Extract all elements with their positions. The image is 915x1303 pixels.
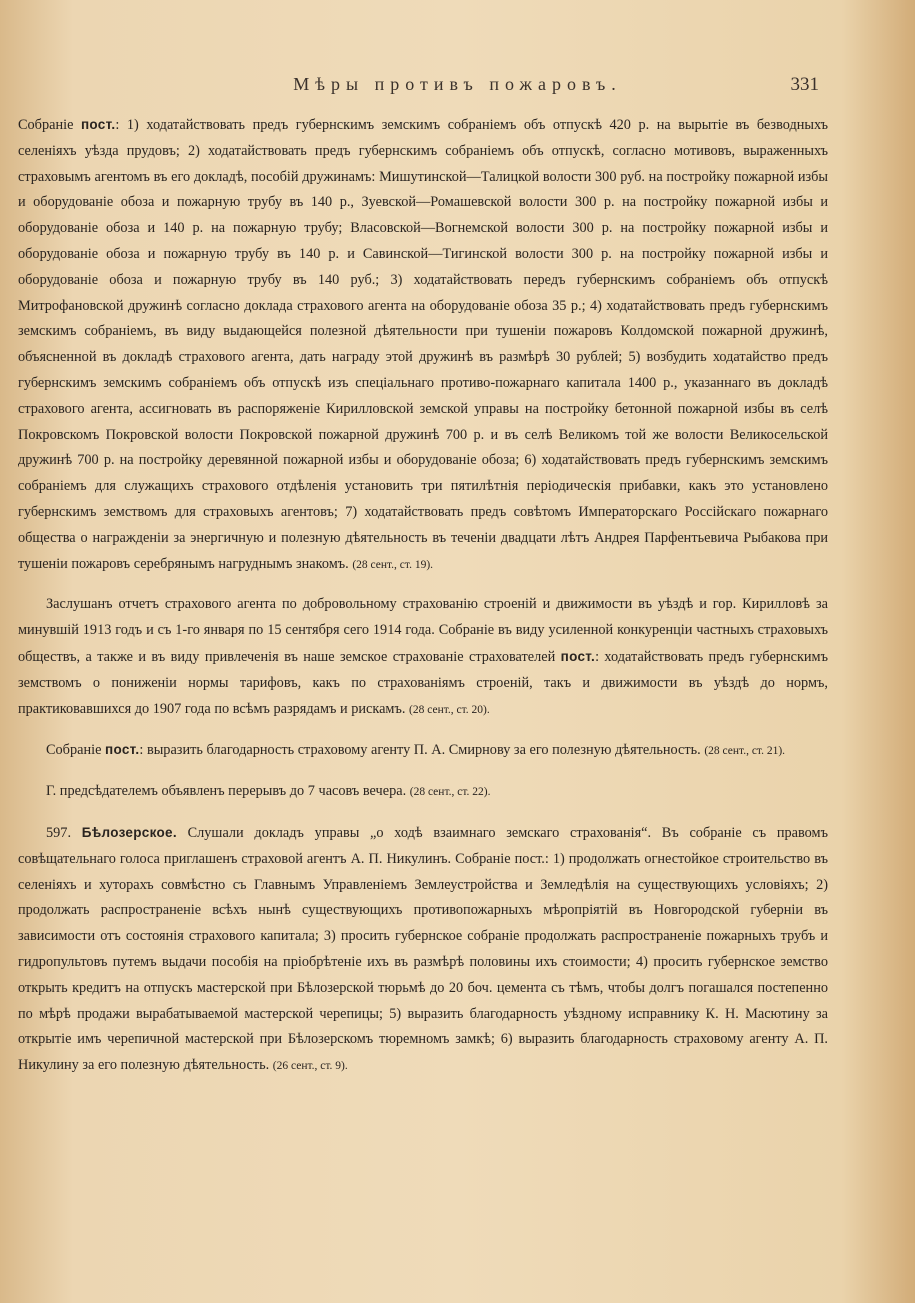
page-body [18,112,828,1080]
citation-ref: (28 сент., ст. 20). [409,703,490,716]
page-number: 331 [790,74,819,95]
paragraph-agent-report [18,592,828,723]
resolution-keyword: пост. [105,742,140,758]
paragraph-gratitude [18,737,828,765]
paragraph-lead: Собраніе [46,742,105,759]
paragraph-text: Г. предсѣдателемъ объявленъ перерывъ до 7 часовъ вечера. [46,783,407,800]
paragraph-recess [18,779,828,806]
running-title: Мѣры противъ пожаровъ. [293,74,622,94]
citation-ref: (28 сент., ст. 21). [704,745,786,758]
citation-ref: (28 сент., ст. 22). [409,786,491,799]
page-header [0,70,915,102]
paragraph-text: : 1) ходатайствовать предъ губернскимъ земскимъ собраніемъ объ отпускѣ 420 р. на вырытіе въ безводныхъ селеніяхъ уѣзда прудовъ; 2) ходатайствовать предъ губернскимъ собраніемъ объ отпускѣ, согласно мотивовъ, выраженныхъ страховымъ агентомъ въ его докладѣ, пособій дружинамъ: Мишутинской—Талицкой волости 300 руб. на постройку пожарной избы и оборудованіе обоза и пожарную трубу въ 140 р., Зуевской—Ромашевской волости 300 р. на постройку пожарной избы и оборудованіе обоза и 140 р. на пожарную трубу; Власовской—Вогнемской волости 300 р. на постройку пожарной избы и оборудованіе обоза и пожарную трубу въ 140 р. и Савинской—Тигинской волости 300 р. на постройку пожарной избы и оборудованіе обоза и пожарную трубу въ 140 руб.; 3) ходатайствовать передъ губернскимъ собраніемъ объ отпускѣ Митрофановской дружинѣ согласно доклада страхового агента на оборудованіе обоза 35 р.; 4) ходатайствовать предъ губернскимъ земскимъ собраніемъ, въ виду выдающейся полезной дѣятельности при тушеніи пожаровъ Колдомской пожарной дружинѣ, объясненной въ докладѣ страхового агента, дать награду этой дружинѣ въ размѣрѣ 30 рублей; 5) возбудить ходатайство предъ губернскимъ земскимъ собраніемъ объ отпускѣ изъ спеціальнаго противо-пожарнаго капитала 1400 р., указаннаго въ докладѣ страхового агента, ассигновать въ распоряженіе Кирилловской земской управы на постройку бетонной пожарной избы въ селѣ Покровскомъ Покровской волости Покровской пожарной дружинѣ 700 р. и въ селѣ Великомъ той же волости Великосельской дружинѣ 700 р. на постройку деревянной пожарной избы и оборудованіе обоза; 6) ходатайствовать предъ губернскимъ земскимъ собраніемъ для служащихъ страхового отдѣленія установить три пятилѣтнія періодическія прибавки, какъ это установлено губернскимъ земствомъ для страховыхъ агентовъ; 7) ходатайствовать предъ совѣтомъ Императорскаго Россійскаго пожарнаго общества о награжденіи за энергичную и полезную дѣятельность въ теченіи двадцати лѣтъ Андрея Парфентьевича Рыбакова при тушеніи пожаровъ серебрянымъ нагруднымъ знакомъ. [18,117,828,572]
district-name: Бѣлозерское. [81,824,177,840]
resolution-keyword: пост. [80,117,116,132]
citation-ref: (28 сент., ст. 19). [352,558,434,571]
paragraph-lead: Заслушанъ отчетъ страхового агента по добровольному страхованію строеній и движимости въ уѣздѣ и гор. Кирилловѣ за минувшій 1913 годъ и съ 1-го января по 15 сентября сего 1914 года. Собраніе въ виду усиленной конкуренціи частныхъ страховыхъ обществъ, а также и въ виду привлеченія въ наше земское страхованіе страхователей [18,596,828,665]
citation-ref: (26 сент., ст. 9). [272,1060,348,1073]
paragraph-belozersk [18,820,828,1080]
paragraph-text: : выразить благодарность страховому агенту П. А. Смирнову за его полезную дѣятельность. [139,742,701,759]
paragraph-text: : ходатайствовать предъ губернскимъ земствомъ о пониженіи нормы тарифовъ, какъ по страхованіямъ строеній, такъ и движимости въ уѣздѣ до нормъ, практиковавшихся до 1907 года по всѣмъ разрядамъ и рискамъ. [18,648,828,717]
paragraph-text: Слушали докладъ управы „о ходѣ взаимнаго земскаго страхованія“. Въ собраніе съ правомъ совѣщательнаго голоса приглашенъ страховой агентъ А. П. Никулинъ. Собраніе пост.: 1) продолжать огнестойкое строительство въ селеніяхъ и хуторахъ совмѣстно съ Главнымъ Управленіемъ Землеустройства и Земледѣлія на существующихъ условіяхъ; 2) продолжать распространеніе всѣхъ нынѣ существующихъ противопожарныхъ мѣропріятій въ Новгородской губерніи въ зависимости отъ состоянія страхового капитала; 3) просить губернское собраніе продолжать распространеніе пожарныхъ трубъ и гидропультовъ путемъ выдачи пособія на пріобрѣтеніе ихъ въ размѣрѣ половины ихъ стоимости; 4) просить губернское земство открыть кредитъ на отпускъ мастерской при Бѣлозерской тюрьмѣ до 20 боч. цемента съ тѣмъ, чтобы долгъ погашался постепенно по мѣрѣ продажи вырабатываемой мастерской черепицы; 5) выразить благодарность уѣздному исправнику К. Н. Масютину за открытіе имъ черепичной мастерской при Бѣлозерскомъ тюремномъ замкѣ; 6) выразить благодарность страховому агенту А. П. Никулину за его полезную дѣятельность. [18,824,829,1074]
section-number: 597. [46,824,82,841]
paragraph-lead: Собраніе [18,117,81,133]
resolution-keyword: пост. [560,648,596,664]
paragraph-kirillov-resolutions [18,112,828,578]
